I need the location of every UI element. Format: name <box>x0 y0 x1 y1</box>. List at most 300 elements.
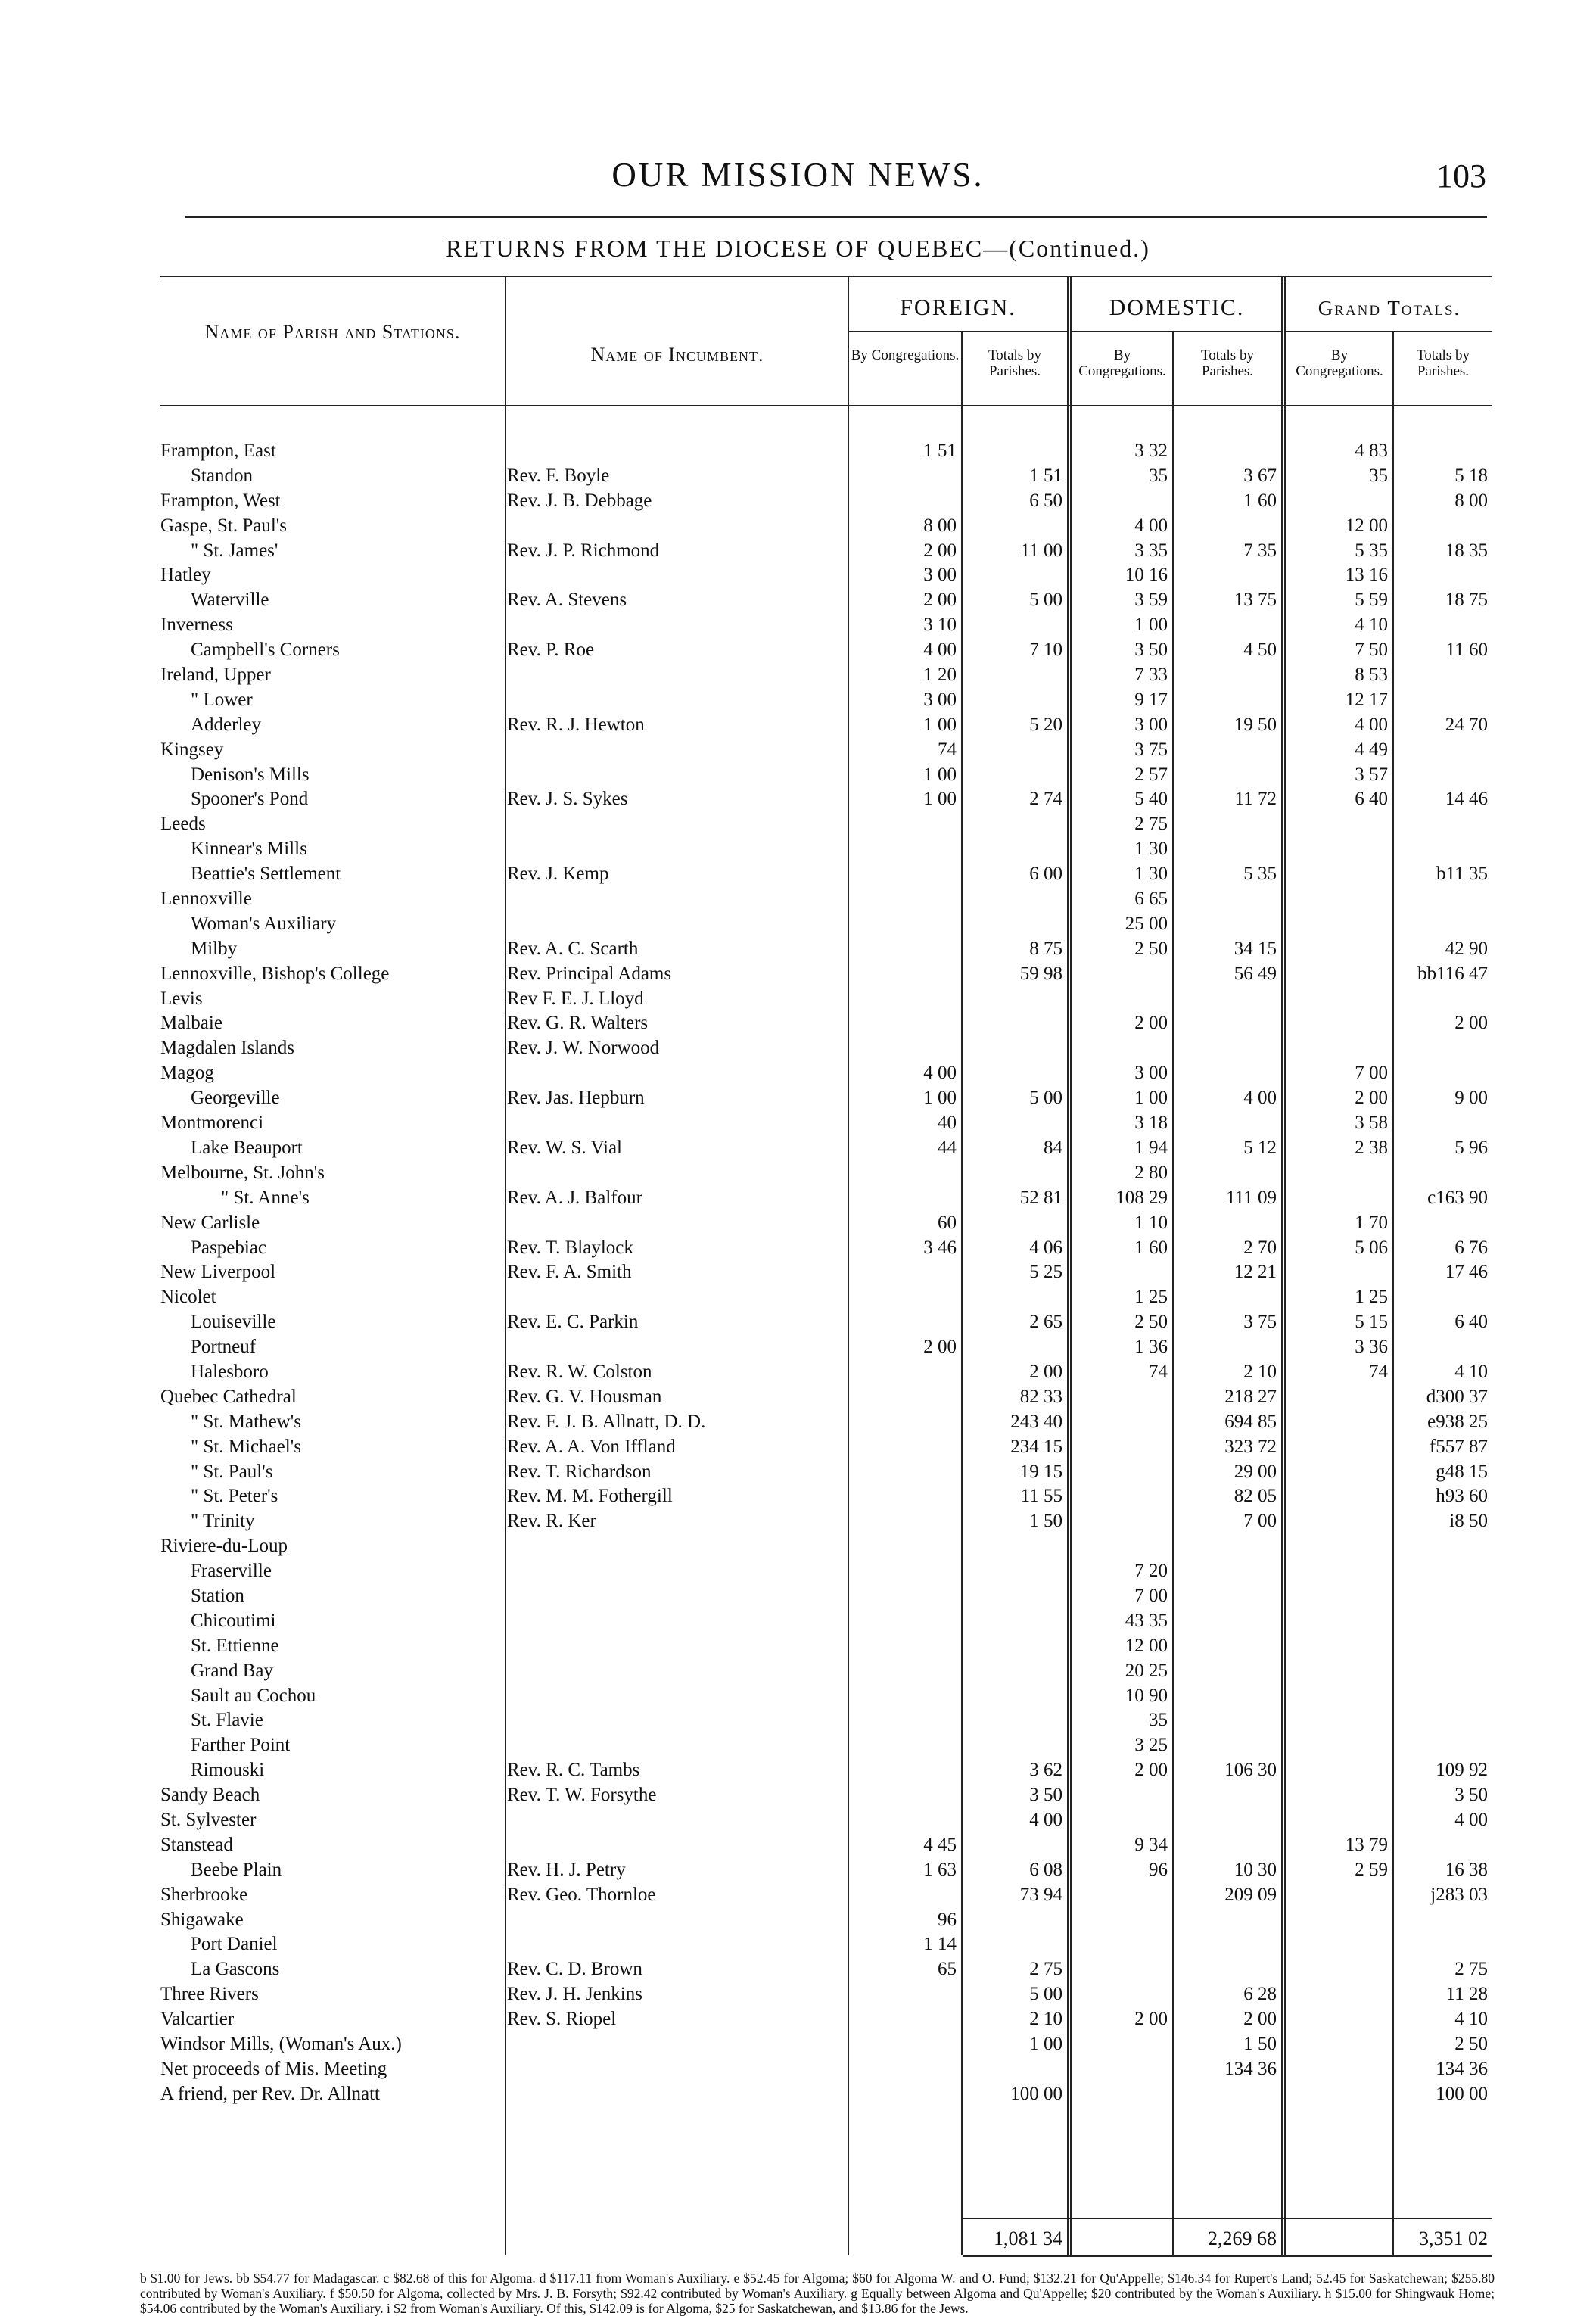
foreign-total-by-parish: 2 75 <box>1029 1959 1062 1980</box>
grand-total-by-parish: 9 00 <box>1454 1088 1488 1109</box>
grand-by-congregation <box>1286 1186 1392 1211</box>
foreign-by-congregation <box>849 2007 961 2032</box>
foreign-total-by-parish: 5 00 <box>1029 1088 1062 1109</box>
foreign-by-congregation <box>849 1609 961 1634</box>
domestic-total-by-parish <box>1174 1634 1281 1659</box>
grand-total-by-parish <box>1394 1285 1492 1310</box>
grand-by-congregation <box>1286 1460 1392 1485</box>
foreign-total-by-parish: 8 75 <box>1029 938 1062 959</box>
incumbent-name: Rev. H. J. Petry <box>507 1859 626 1880</box>
domestic-total-by-parish: 2 70 <box>1243 1237 1277 1258</box>
domestic-total-by-parish <box>1174 1011 1281 1036</box>
parish-name: Valcartier <box>160 2009 235 2030</box>
grand-total-by-parish <box>1394 563 1492 588</box>
domestic-by-congregation: 3 50 <box>1134 640 1168 661</box>
parish-name: Woman's Auxiliary <box>191 913 337 934</box>
parish-name: Shigawake <box>160 1909 244 1930</box>
parish-name: " St. Paul's <box>191 1461 273 1482</box>
domestic-total-by-parish <box>1174 2082 1281 2107</box>
domestic-total-by-parish <box>1174 887 1281 912</box>
returns-table <box>160 276 1492 2248</box>
grand-by-congregation: 7 50 <box>1355 640 1388 661</box>
foreign-by-congregation: 1 14 <box>923 1934 957 1955</box>
subheader-grand-parishes: Totals by Parishes. <box>1417 347 1470 379</box>
incumbent-name: Rev. T. Richardson <box>507 1461 652 1482</box>
domestic-total-by-parish: 4 00 <box>1243 1088 1277 1109</box>
foreign-by-congregation: 4 00 <box>923 1063 957 1084</box>
domestic-total-by-parish <box>1174 1559 1281 1584</box>
foreign-total-by-parish: 3 50 <box>1029 1785 1062 1806</box>
domestic-by-congregation: 1 00 <box>1134 615 1168 636</box>
parish-name: Halesboro <box>191 1361 269 1382</box>
table-row <box>160 1484 1492 1509</box>
domestic-by-congregation <box>1072 1932 1172 1957</box>
grand-by-congregation <box>1286 1883 1392 1908</box>
domestic-total-by-parish: 12 21 <box>1234 1262 1277 1283</box>
domestic-total-by-parish: 218 27 <box>1224 1386 1277 1407</box>
foreign-by-congregation: 3 00 <box>923 689 957 710</box>
table-row <box>160 1385 1492 1410</box>
grand-total-by-parish: c163 90 <box>1427 1187 1488 1208</box>
totals-bottom-rule <box>963 2255 1492 2257</box>
parish-name: Lennoxville <box>160 889 252 910</box>
grand-total-by-parish: 8 00 <box>1454 490 1488 511</box>
foreign-by-congregation <box>849 1161 961 1186</box>
grand-by-congregation: 4 10 <box>1355 615 1388 636</box>
domestic-by-congregation: 2 50 <box>1134 1312 1168 1333</box>
foreign-total-by-parish: 52 81 <box>1019 1187 1062 1208</box>
grand-total-by-parish: 2 75 <box>1454 1959 1488 1980</box>
foreign-by-congregation <box>849 1410 961 1435</box>
grand-total-by-parish <box>1394 987 1492 1012</box>
foreign-total-by-parish <box>963 1111 1067 1136</box>
parish-name: Spooner's Pond <box>191 789 309 810</box>
table-row <box>160 713 1492 738</box>
foreign-by-congregation <box>849 812 961 837</box>
table-row <box>160 1833 1492 1858</box>
grand-total-by-parish: h93 60 <box>1436 1486 1488 1507</box>
foreign-by-congregation: 1 20 <box>923 665 957 686</box>
domestic-total-by-parish <box>1174 1783 1281 1808</box>
domestic-by-congregation: 3 18 <box>1134 1113 1168 1134</box>
grand-total-by-parish: b11 35 <box>1436 864 1488 885</box>
domestic-by-congregation <box>1072 489 1172 514</box>
parish-name: Frampton, West <box>160 490 281 511</box>
foreign-total-by-parish: 4 06 <box>1029 1237 1062 1258</box>
grand-by-congregation <box>1286 987 1392 1012</box>
foreign-by-congregation: 96 <box>938 1909 957 1930</box>
col-group-grand: Grand Totals. <box>1318 297 1461 319</box>
domestic-total-by-parish <box>1174 514 1281 539</box>
domestic-by-congregation: 9 34 <box>1134 1834 1168 1855</box>
table-row <box>160 1211 1492 1236</box>
domestic-total-by-parish: 3 75 <box>1243 1312 1277 1333</box>
domestic-by-congregation: 1 30 <box>1134 864 1168 885</box>
foreign-total-by-parish <box>963 812 1067 837</box>
table-row <box>160 1684 1492 1709</box>
domestic-by-congregation: 7 00 <box>1134 1585 1168 1606</box>
parish-name: Port Daniel <box>191 1934 278 1955</box>
parish-name: Riviere-du-Loup <box>160 1536 288 1557</box>
grand-by-congregation <box>1286 1584 1392 1609</box>
foreign-total-by-parish: 6 50 <box>1029 490 1062 511</box>
domestic-by-congregation: 3 59 <box>1134 590 1168 611</box>
table-row <box>160 1460 1492 1485</box>
grand-total-by-parish: e938 25 <box>1427 1411 1488 1432</box>
incumbent-name: Rev. J. P. Richmond <box>507 540 660 561</box>
parish-name: Sault au Cochou <box>191 1685 316 1706</box>
foreign-by-congregation: 2 00 <box>923 1337 957 1358</box>
foreign-by-congregation <box>849 1435 961 1460</box>
grand-total-by-parish: 100 00 <box>1436 2083 1488 2104</box>
total-grand: 3,351 02 <box>1419 2227 1488 2249</box>
foreign-by-congregation <box>849 1285 961 1310</box>
domestic-by-congregation: 2 00 <box>1134 1760 1168 1781</box>
grand-total-by-parish: 17 46 <box>1445 1262 1488 1283</box>
parish-name: " St. Michael's <box>191 1436 301 1457</box>
domestic-total-by-parish <box>1174 1161 1281 1186</box>
foreign-total-by-parish: 2 74 <box>1029 789 1062 810</box>
table-row <box>160 2032 1492 2057</box>
domestic-by-congregation: 3 00 <box>1134 1063 1168 1084</box>
domestic-total-by-parish <box>1174 1659 1281 1684</box>
domestic-total-by-parish: 2 10 <box>1243 1361 1277 1382</box>
foreign-by-congregation <box>849 1011 961 1036</box>
grand-by-congregation <box>1286 1932 1392 1957</box>
parish-name: Sherbrooke <box>160 1884 248 1905</box>
grand-total-by-parish <box>1394 1609 1492 1634</box>
domestic-total-by-parish <box>1174 1908 1281 1933</box>
subheader-foreign-parishes: Totals by Parishes. <box>988 347 1041 379</box>
grand-by-congregation <box>1286 1534 1392 1559</box>
foreign-by-congregation <box>849 862 961 887</box>
running-head <box>0 155 1596 201</box>
grand-by-congregation: 5 59 <box>1355 590 1388 611</box>
grand-by-congregation: 74 <box>1369 1361 1388 1382</box>
foreign-total-by-parish <box>963 439 1067 464</box>
foreign-by-congregation: 74 <box>938 739 957 760</box>
foreign-total-by-parish <box>963 2057 1067 2082</box>
foreign-by-congregation: 3 46 <box>923 1237 957 1258</box>
incumbent-name: Rev. P. Roe <box>507 640 595 661</box>
grand-total-by-parish <box>1394 1534 1492 1559</box>
foreign-by-congregation <box>849 1385 961 1410</box>
domestic-total-by-parish: 106 30 <box>1224 1760 1277 1781</box>
parish-name: Kingsey <box>160 739 224 760</box>
parish-name: Nicolet <box>160 1287 216 1308</box>
domestic-by-congregation: 74 <box>1149 1361 1168 1382</box>
domestic-by-congregation: 10 90 <box>1125 1685 1168 1706</box>
domestic-total-by-parish: 7 35 <box>1243 540 1277 561</box>
foreign-total-by-parish: 2 10 <box>1029 2009 1062 2030</box>
col-group-foreign: FOREIGN. <box>900 295 1016 320</box>
grand-by-congregation: 2 38 <box>1355 1137 1388 1158</box>
foreign-total-by-parish: 1 00 <box>1029 2034 1062 2054</box>
grand-by-congregation: 4 83 <box>1355 440 1388 461</box>
foreign-total-by-parish: 19 15 <box>1019 1461 1062 1482</box>
grand-by-congregation <box>1286 1260 1392 1285</box>
grand-total-by-parish: d300 37 <box>1426 1386 1488 1407</box>
domestic-total-by-parish <box>1174 439 1281 464</box>
foreign-total-by-parish <box>963 1061 1067 1086</box>
domestic-total-by-parish <box>1174 1733 1281 1758</box>
incumbent-name: Rev. J. W. Norwood <box>507 1038 660 1059</box>
parish-name: La Gascons <box>191 1959 280 1980</box>
foreign-total-by-parish <box>963 912 1067 937</box>
table-row <box>160 1957 1492 1982</box>
grand-by-congregation <box>1286 887 1392 912</box>
incumbent-name: Rev. T. W. Forsythe <box>507 1785 657 1806</box>
grand-subrule <box>1286 331 1492 332</box>
grand-by-congregation <box>1286 1609 1392 1634</box>
domestic-total-by-parish <box>1174 1061 1281 1086</box>
domestic-by-congregation: 9 17 <box>1134 689 1168 710</box>
grand-total-by-parish <box>1394 1061 1492 1086</box>
table-row <box>160 1758 1492 1783</box>
foreign-by-congregation: 40 <box>938 1113 957 1134</box>
foreign-total-by-parish <box>963 1211 1067 1236</box>
incumbent-name: Rev. A. Stevens <box>507 590 627 611</box>
foreign-total-by-parish: 1 51 <box>1029 465 1062 486</box>
domestic-by-congregation <box>1072 1783 1172 1808</box>
table-row <box>160 1061 1492 1086</box>
table-row <box>160 1733 1492 1758</box>
foreign-by-congregation <box>849 1484 961 1509</box>
grand-total-by-parish: 24 70 <box>1445 714 1488 735</box>
foreign-by-congregation <box>849 2032 961 2057</box>
table-row <box>160 1883 1492 1908</box>
parish-name: Magdalen Islands <box>160 1038 295 1059</box>
grand-total-by-parish <box>1394 688 1492 713</box>
grand-by-congregation <box>1286 1684 1392 1709</box>
table-row <box>160 1908 1492 1933</box>
grand-by-congregation: 12 00 <box>1345 515 1388 536</box>
incumbent-name: Rev. M. M. Fothergill <box>507 1486 673 1507</box>
table-row <box>160 1435 1492 1460</box>
header-bottom-rule <box>160 405 1492 406</box>
foreign-by-congregation <box>849 2082 961 2107</box>
foreign-total-by-parish: 234 15 <box>1010 1436 1062 1457</box>
foreign-by-congregation: 2 00 <box>923 590 957 611</box>
domestic-total-by-parish: 323 72 <box>1224 1436 1277 1457</box>
grand-by-congregation: 13 79 <box>1345 1834 1388 1855</box>
grand-by-congregation <box>1286 1484 1392 1509</box>
domestic-total-by-parish: 29 00 <box>1234 1461 1277 1482</box>
foreign-by-congregation <box>849 464 961 489</box>
grand-by-congregation <box>1286 962 1392 987</box>
domestic-total-by-parish: 5 12 <box>1243 1137 1277 1158</box>
incumbent-name: Rev. R. W. Colston <box>507 1361 652 1382</box>
col-header-name: Name of Parish and Stations. <box>204 321 461 343</box>
grand-total-by-parish <box>1394 1634 1492 1659</box>
table-row <box>160 787 1492 812</box>
table-title: RETURNS FROM THE DIOCESE OF QUEBEC—(Continued.) <box>446 235 1150 262</box>
col-header-incumbent: Name of Incumbent. <box>590 344 764 366</box>
grand-by-congregation: 1 25 <box>1355 1287 1388 1308</box>
grand-total-by-parish <box>1394 912 1492 937</box>
domestic-by-congregation: 3 00 <box>1134 714 1168 735</box>
parish-name: Standon <box>191 465 253 486</box>
grand-total-by-parish <box>1394 663 1492 688</box>
table-row <box>160 539 1492 564</box>
table-row <box>160 2082 1492 2107</box>
foreign-by-congregation <box>849 1534 961 1559</box>
subheader-foreign-congregations: By Congregations. <box>851 347 960 363</box>
domestic-by-congregation: 10 16 <box>1125 565 1168 586</box>
foreign-total-by-parish <box>963 1833 1067 1858</box>
grand-by-congregation <box>1286 862 1392 887</box>
domestic-total-by-parish <box>1174 1584 1281 1609</box>
foreign-by-congregation: 3 10 <box>923 615 957 636</box>
incumbent-name: Rev. C. D. Brown <box>507 1959 642 1980</box>
foreign-by-congregation <box>849 1460 961 1485</box>
table-row <box>160 638 1492 663</box>
table-row <box>160 1236 1492 1261</box>
table-row <box>160 837 1492 862</box>
parish-name: Gaspe, St. Paul's <box>160 515 288 536</box>
domestic-by-congregation: 6 65 <box>1134 889 1168 910</box>
domestic-by-congregation: 35 <box>1149 465 1168 486</box>
foreign-by-congregation <box>849 1186 961 1211</box>
parish-name: " Trinity <box>191 1511 255 1532</box>
grand-by-congregation <box>1286 1011 1392 1036</box>
incumbent-name: Rev. Jas. Hepburn <box>507 1088 645 1109</box>
foreign-by-congregation <box>849 1883 961 1908</box>
grand-total-by-parish: 2 50 <box>1454 2034 1488 2054</box>
incumbent-name: Rev. G. R. Walters <box>507 1013 649 1034</box>
foreign-total-by-parish <box>963 663 1067 688</box>
table-row <box>160 688 1492 713</box>
parish-name: Lake Beauport <box>191 1137 303 1158</box>
foreign-total-by-parish: 6 00 <box>1029 864 1062 885</box>
domestic-by-congregation <box>1072 1509 1172 1534</box>
table-row <box>160 1708 1492 1733</box>
grand-by-congregation: 4 00 <box>1355 714 1388 735</box>
domestic-total-by-parish <box>1174 1211 1281 1236</box>
foreign-total-by-parish: 3 62 <box>1029 1760 1062 1781</box>
domestic-total-by-parish: 6 28 <box>1243 1984 1277 2005</box>
table-row <box>160 514 1492 539</box>
grand-total-by-parish: 6 40 <box>1454 1312 1488 1333</box>
domestic-total-by-parish <box>1174 1285 1281 1310</box>
table-row <box>160 1808 1492 1833</box>
parish-name: " St. Mathew's <box>191 1411 301 1432</box>
incumbent-name: Rev. E. C. Parkin <box>507 1312 639 1333</box>
domestic-by-congregation <box>1072 2057 1172 2082</box>
grand-by-congregation <box>1286 2082 1392 2107</box>
parish-name: Waterville <box>191 590 269 611</box>
grand-total-by-parish <box>1394 837 1492 862</box>
grand-total-by-parish: 5 96 <box>1454 1137 1488 1158</box>
table-row <box>160 812 1492 837</box>
table-row <box>160 1310 1492 1335</box>
foreign-total-by-parish <box>963 1335 1067 1360</box>
domestic-total-by-parish <box>1174 1808 1281 1833</box>
parish-name: Georgeville <box>191 1088 280 1109</box>
table-row <box>160 2057 1492 2082</box>
foreign-by-congregation <box>849 1634 961 1659</box>
table-row <box>160 439 1492 464</box>
totals-row <box>160 2225 1492 2252</box>
domestic-total-by-parish: 10 30 <box>1234 1859 1277 1880</box>
grand-by-congregation: 2 59 <box>1355 1859 1388 1880</box>
parish-name: Adderley <box>191 714 262 735</box>
parish-name: Montmorenci <box>160 1113 264 1134</box>
domestic-by-congregation <box>1072 1534 1172 1559</box>
domestic-by-congregation <box>1072 987 1172 1012</box>
incumbent-name: Rev. A. C. Scarth <box>507 938 639 959</box>
parish-name: Grand Bay <box>191 1660 273 1681</box>
table-row <box>160 1335 1492 1360</box>
domestic-total-by-parish: 34 15 <box>1234 938 1277 959</box>
incumbent-name: Rev. J. S. Sykes <box>507 789 628 810</box>
grand-total-by-parish: 16 38 <box>1445 1859 1488 1880</box>
incumbent-name: Rev. T. Blaylock <box>507 1237 633 1258</box>
domestic-by-congregation <box>1072 1484 1172 1509</box>
grand-by-congregation <box>1286 937 1392 962</box>
grand-total-by-parish: g48 15 <box>1436 1461 1488 1482</box>
foreign-total-by-parish <box>963 887 1067 912</box>
parish-name: Chicoutimi <box>191 1610 276 1631</box>
foreign-by-congregation <box>849 962 961 987</box>
domestic-subrule <box>1072 331 1281 332</box>
parish-name: St. Sylvester <box>160 1809 257 1830</box>
incumbent-name: Rev. Geo. Thornloe <box>507 1884 656 1905</box>
grand-by-congregation <box>1286 1435 1392 1460</box>
grand-total-by-parish: 6 76 <box>1454 1237 1488 1258</box>
foreign-subrule <box>849 331 1067 332</box>
foreign-by-congregation <box>849 937 961 962</box>
grand-by-congregation <box>1286 2057 1392 2082</box>
table-row <box>160 763 1492 788</box>
foreign-total-by-parish <box>963 763 1067 788</box>
grand-by-congregation: 1 70 <box>1355 1212 1388 1233</box>
grand-total-by-parish: 3 50 <box>1454 1785 1488 1806</box>
foreign-total-by-parish <box>963 738 1067 763</box>
table-row <box>160 1285 1492 1310</box>
grand-by-congregation: 3 58 <box>1355 1113 1388 1134</box>
table-row <box>160 1186 1492 1211</box>
domestic-total-by-parish <box>1174 912 1281 937</box>
table-row <box>160 1932 1492 1957</box>
grand-total-by-parish: 14 46 <box>1445 789 1488 810</box>
parish-name: Stanstead <box>160 1834 233 1855</box>
grand-by-congregation: 2 00 <box>1355 1088 1388 1109</box>
foreign-by-congregation <box>849 1310 961 1335</box>
parish-name: Melbourne, St. John's <box>160 1162 325 1183</box>
incumbent-name: Rev. R. J. Hewton <box>507 714 645 735</box>
parish-name: New Liverpool <box>160 1262 276 1283</box>
parish-name: Magog <box>160 1063 214 1084</box>
grand-by-congregation <box>1286 1808 1392 1833</box>
incumbent-name: Rev. W. S. Vial <box>507 1137 622 1158</box>
grand-total-by-parish <box>1394 1111 1492 1136</box>
incumbent-name: Rev. G. V. Housman <box>507 1386 662 1407</box>
grand-by-congregation <box>1286 1783 1392 1808</box>
grand-by-congregation <box>1286 1634 1392 1659</box>
foreign-by-congregation <box>849 1758 961 1783</box>
grand-total-by-parish <box>1394 1833 1492 1858</box>
table-row <box>160 1111 1492 1136</box>
grand-by-congregation <box>1286 912 1392 937</box>
domestic-by-congregation: 35 <box>1149 1710 1168 1731</box>
domestic-by-congregation: 25 00 <box>1125 913 1168 934</box>
foreign-total-by-parish <box>963 1161 1067 1186</box>
foreign-total-by-parish <box>963 1908 1067 1933</box>
col-group-domestic: DOMESTIC. <box>1109 295 1245 320</box>
domestic-total-by-parish <box>1174 738 1281 763</box>
domestic-by-congregation: 96 <box>1149 1859 1168 1880</box>
